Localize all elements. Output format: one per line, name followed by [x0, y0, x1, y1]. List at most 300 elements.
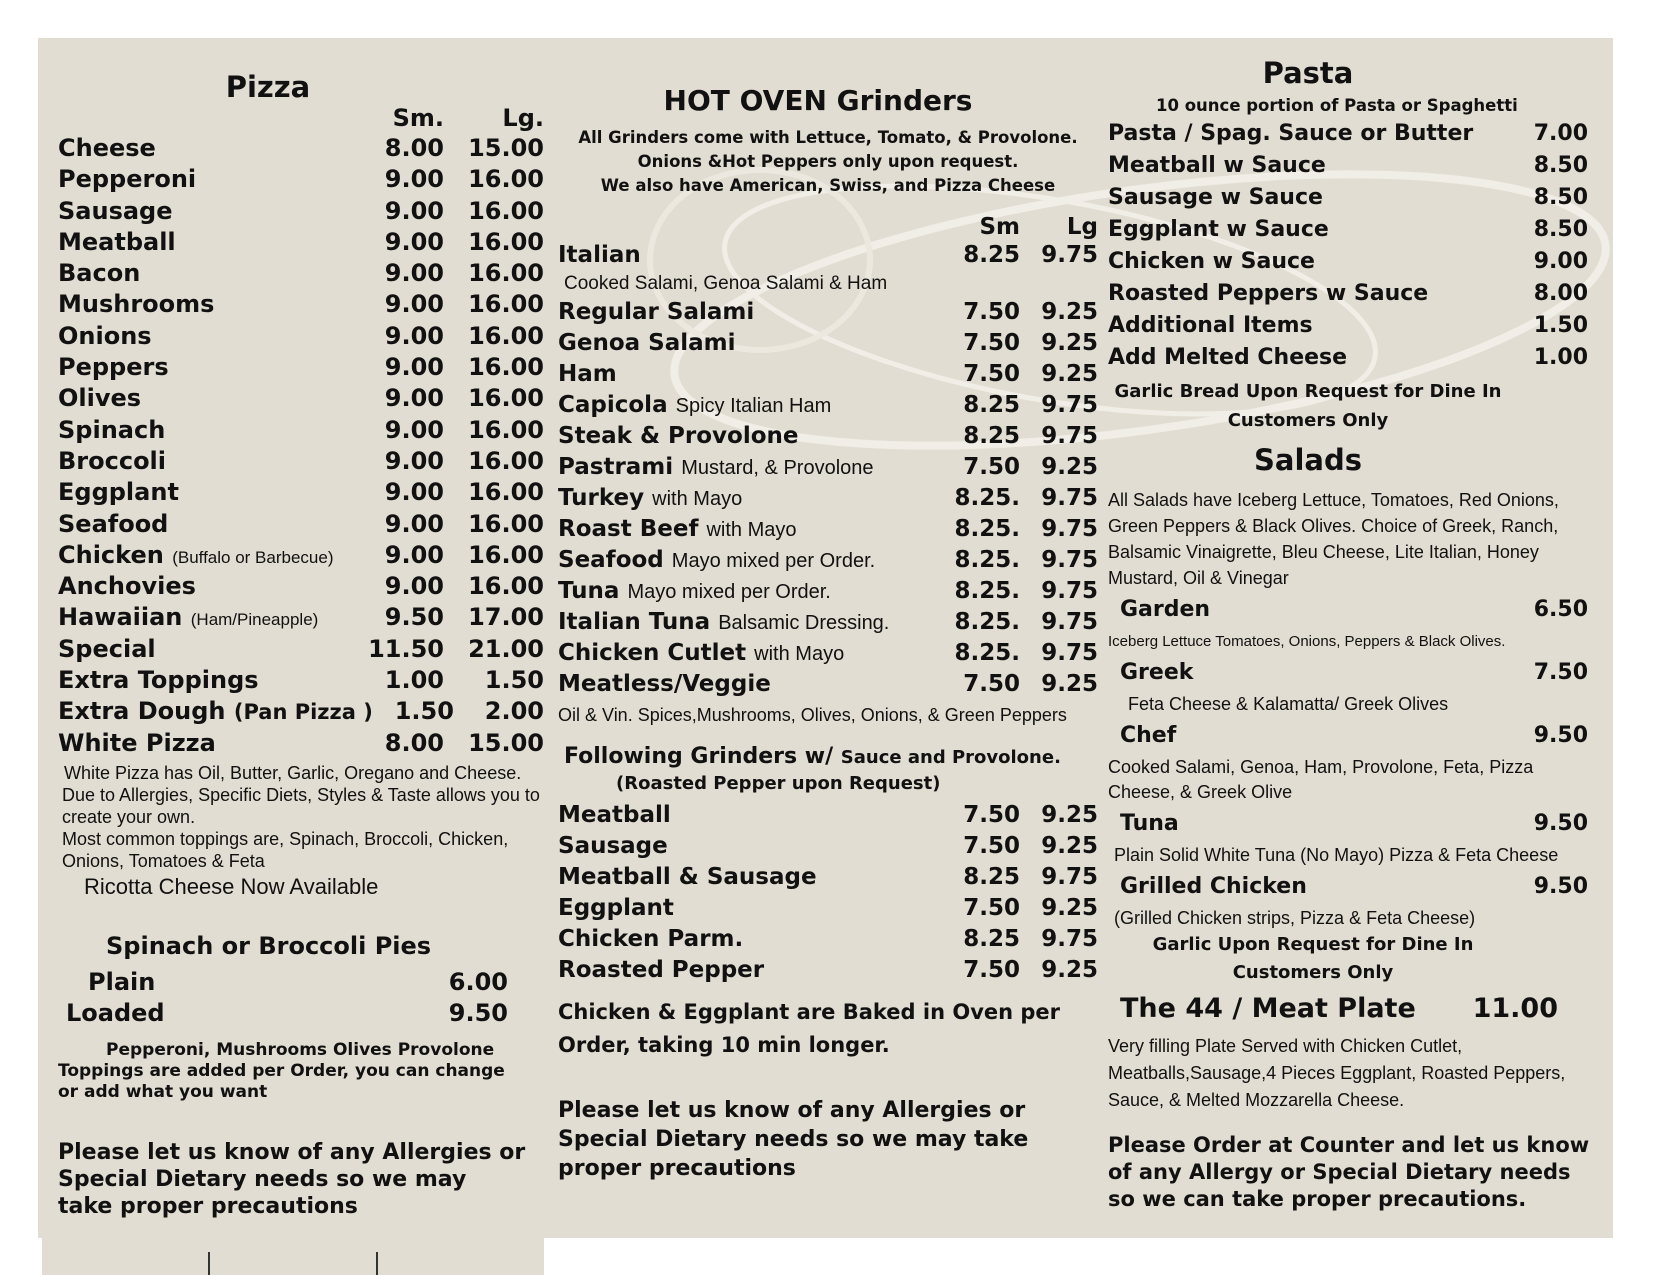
large-price: 16.00: [468, 415, 544, 444]
item-label: Chef: [1120, 723, 1177, 748]
small-price: 9.00: [384, 165, 444, 194]
large-header: Lg: [1066, 214, 1098, 240]
item-name: [58, 541, 354, 569]
item-label: Meatball: [558, 802, 671, 828]
item-label: Chicken w Sauce: [1108, 249, 1315, 274]
item-label: Chicken Parm.: [558, 926, 744, 952]
pasta-salads-column: [1108, 56, 1598, 1213]
small-price: 7.50: [963, 330, 1020, 356]
grinder-row: [558, 454, 1098, 485]
pasta-list: [1108, 121, 1588, 377]
item-desc: Spicy Italian Ham: [675, 395, 832, 417]
item-desc: (Pan Pizza ): [233, 700, 373, 725]
item-label: Meatless/Veggie: [558, 671, 771, 697]
item-name: [558, 330, 945, 356]
large-price: 9.75: [1041, 640, 1098, 666]
small-price: 9.00: [384, 572, 444, 601]
large-price: 9.75: [1041, 485, 1098, 511]
large-price: 9.25: [1041, 330, 1098, 356]
pizza-note: White Pizza has Oil, Butter, Garlic, Oregano and Cheese.: [64, 762, 522, 783]
allergy-note: Please let us know of any Allergies or Special Dietary needs so we may take proper precautions: [58, 1139, 526, 1219]
pizza-note: Most common toppings are, Spinach, Broccoli, Chicken, Onions, Tomatoes & Feta: [62, 828, 509, 871]
grinder-row: [558, 330, 1098, 361]
item-label: Bacon: [58, 259, 141, 288]
item-name: [558, 299, 945, 325]
small-price: 9.00: [384, 509, 444, 538]
sauce-grinder-row: [558, 802, 1098, 833]
small-price: 7.50: [963, 671, 1020, 697]
grinder-row: [558, 516, 1098, 547]
large-price: 16.00: [468, 259, 544, 288]
grinders-title: HOT OVEN Grinders: [663, 84, 973, 117]
sauce-grinders-title: Following Grinders w/ Sauce and Provolone.: [564, 744, 1061, 769]
item-label: Special: [58, 634, 156, 663]
large-price: 9.25: [1041, 299, 1098, 325]
large-price: 16.00: [468, 196, 544, 225]
salad-row: [1108, 597, 1588, 629]
large-price: 15.00: [468, 134, 544, 162]
pasta-row: [1108, 153, 1588, 185]
salad-desc: Plain Solid White Tuna (No Mayo) Pizza & Feta Cheese: [1114, 845, 1559, 865]
salad-row: [1108, 723, 1588, 755]
item-name: [58, 510, 354, 538]
item-label: Capicola: [558, 392, 668, 418]
item-label: Meatball: [58, 227, 176, 256]
small-price: 8.25.: [954, 485, 1020, 511]
item-name: [558, 423, 945, 449]
price: 8.00: [1533, 281, 1588, 306]
pizza-row: [58, 603, 544, 634]
item-desc: with Mayo: [706, 519, 797, 541]
small-price: 7.50: [963, 802, 1020, 828]
item-label: Greek: [1120, 660, 1194, 685]
large-price: 16.00: [468, 227, 544, 256]
large-price: 9.75: [1041, 609, 1098, 635]
pizza-note: Due to Allergies, Specific Diets, Styles & Taste allows you to create your own.: [62, 784, 540, 827]
item-label: Sausage: [558, 833, 668, 859]
salad-desc: (Grilled Chicken strips, Pizza & Feta Cheese): [1114, 908, 1476, 928]
price: 6.50: [1533, 597, 1588, 622]
item-label: Anchovies: [58, 572, 196, 601]
italian-desc: Cooked Salami, Genoa Salami & Ham: [564, 273, 888, 294]
grinders-intro: [558, 126, 1098, 198]
tab-divider: [376, 1252, 378, 1275]
item-label: Olives: [58, 384, 142, 413]
pizza-row: [58, 697, 544, 728]
tab-divider: [208, 1252, 210, 1275]
pizza-row: [58, 197, 544, 228]
pizza-size-header: [58, 104, 544, 134]
pizza-row: [58, 384, 544, 415]
pies-note: Toppings are added per Order, you can change or add what you want: [58, 1060, 505, 1102]
large-price: 9.75: [1041, 516, 1098, 542]
pizza-row: [58, 666, 544, 697]
large-price: 16.00: [468, 165, 544, 194]
item-name: [58, 134, 354, 162]
large-price: 16.00: [468, 478, 544, 507]
small-price: 8.25.: [954, 516, 1020, 542]
grinder-row: [558, 578, 1098, 609]
small-price: 9.00: [384, 446, 444, 475]
large-price: 9.25: [1041, 361, 1098, 387]
large-price: 9.75: [1041, 392, 1098, 418]
large-price: 16.00: [468, 321, 544, 350]
small-price: 9.00: [384, 290, 444, 319]
price: 8.50: [1533, 185, 1588, 210]
baked-note: Chicken & Eggplant are Baked in Oven per Order, taking 10 min longer.: [558, 1000, 1061, 1057]
small-price: 9.00: [384, 259, 444, 288]
pizza-title: Pizza: [225, 70, 311, 104]
pasta-row: [1108, 185, 1588, 217]
item-name: [58, 447, 354, 475]
large-price: 16.00: [468, 509, 544, 538]
item-desc: (Buffalo or Barbecue): [172, 547, 334, 567]
pasta-subtitle: 10 ounce portion of Pasta or Spaghetti: [1156, 96, 1518, 115]
item-name: [58, 228, 354, 256]
large-price: 16.00: [468, 290, 544, 319]
item-label: Sausage: [58, 196, 173, 225]
item-label: Sausage w Sauce: [1108, 185, 1323, 210]
large-price: 9.75: [1041, 423, 1098, 449]
sauce-grinder-row: [558, 957, 1098, 988]
small-price: 8.25.: [954, 547, 1020, 573]
small-price: 7.50: [963, 299, 1020, 325]
item-label: Grilled Chicken: [1120, 874, 1307, 899]
item-label: Extra Toppings: [58, 666, 259, 695]
grinder-list: [558, 242, 1098, 702]
item-label: Chicken Cutlet: [558, 640, 747, 666]
small-price: 9.00: [384, 196, 444, 225]
item-name: [58, 635, 354, 663]
item-label: Meatball & Sausage: [558, 864, 817, 890]
pizza-column: [58, 70, 544, 1220]
order-note: Please Order at Counter and let us know of any Allergy or Special Dietary needs so we can take proper precautions.: [1108, 1133, 1590, 1211]
item-desc: Mayo mixed per Order.: [671, 550, 876, 572]
pizza-row: [58, 322, 544, 353]
pizza-row: [58, 290, 544, 321]
small-price: 9.00: [384, 353, 444, 382]
item-label: Add Melted Cheese: [1108, 345, 1348, 370]
large-price: 15.00: [468, 728, 544, 757]
small-price: 7.50: [963, 454, 1020, 480]
sauce-grinder-row: [558, 926, 1098, 957]
sauce-grinders-subtitle: (Roasted Pepper upon Request): [616, 773, 941, 794]
item-desc: with Mayo: [652, 488, 743, 510]
meat-plate-row: [1108, 993, 1558, 1033]
item-label: Regular Salami: [558, 299, 755, 325]
small-price: 8.25.: [954, 640, 1020, 666]
small-price: 8.25: [963, 423, 1020, 449]
item-label: Broccoli: [58, 446, 167, 475]
pizza-list: [58, 134, 544, 760]
small-price: 8.25: [963, 242, 1020, 268]
item-name: [58, 353, 354, 381]
large-price: 9.25: [1041, 671, 1098, 697]
large-price: 2.00: [484, 697, 544, 726]
item-label: Roasted Peppers w Sauce: [1108, 281, 1429, 306]
item-name: [558, 361, 945, 387]
item-name: [558, 547, 945, 573]
large-price: 9.75: [1041, 578, 1098, 604]
price: 9.50: [1533, 723, 1588, 748]
pizza-row: [58, 134, 544, 165]
price: 8.50: [1533, 217, 1588, 242]
grinder-row: [558, 609, 1098, 640]
small-header: Sm.: [392, 104, 444, 132]
meat-plate-desc: Very filling Plate Served with Chicken Cutlet, Meatballs,Sausage,4 Pieces Eggplant, Roasted Peppers, Sauce, & Melted Mozzarella Cheese.: [1108, 1036, 1566, 1110]
price: 1.00: [1533, 345, 1588, 370]
item-label: Tuna: [1120, 811, 1179, 836]
pasta-row: [1108, 249, 1588, 281]
price: 7.50: [1533, 660, 1588, 685]
large-price: 16.00: [468, 446, 544, 475]
ricotta-note: Ricotta Cheese Now Available: [84, 873, 379, 899]
item-name: [58, 478, 354, 506]
large-price: 16.00: [468, 540, 544, 569]
item-label: Eggplant w Sauce: [1108, 217, 1329, 242]
pizza-row: [58, 165, 544, 196]
item-label: Pepperoni: [58, 165, 197, 194]
item-desc: with Mayo: [754, 643, 845, 665]
item-desc: Mustard, & Provolone: [681, 457, 874, 479]
item-label: Pastrami: [558, 454, 674, 480]
salad-desc: Cooked Salami, Genoa, Ham, Provolone, Feta, Pizza Cheese, & Greek Olive: [1108, 757, 1534, 802]
item-label: Mushrooms: [58, 290, 215, 319]
item-label: Cheese: [58, 134, 156, 162]
small-price: 1.50: [394, 697, 454, 726]
grinders-column: [558, 84, 1098, 1183]
small-price: 9.00: [384, 415, 444, 444]
small-price: 9.50: [384, 603, 444, 632]
menu-tab-strip: [42, 1238, 544, 1275]
item-label: Italian Tuna: [558, 609, 711, 635]
small-price: 11.50: [368, 634, 444, 663]
meat-plate-name: The 44 / Meat Plate: [1120, 993, 1416, 1024]
small-price: 7.50: [963, 833, 1020, 859]
small-price: 9.00: [384, 227, 444, 256]
grinder-row: [558, 640, 1098, 671]
veggie-desc: Oil & Vin. Spices,Mushrooms, Olives, Onions, & Green Peppers: [558, 705, 1067, 725]
grinders-size-header: [558, 214, 1098, 242]
grinder-row: [558, 485, 1098, 516]
grinder-row: [558, 299, 1098, 330]
item-name: [558, 671, 945, 697]
small-price: 8.00: [384, 134, 444, 162]
salad-desc: Feta Cheese & Kalamatta/ Greek Olives: [1128, 694, 1449, 714]
large-price: 9.75: [1041, 547, 1098, 573]
item-name: [558, 392, 945, 418]
item-label: Additional Items: [1108, 313, 1313, 338]
item-desc: Balsamic Dressing.: [718, 612, 890, 634]
large-price: 9.25: [1041, 895, 1098, 921]
small-header: Sm: [979, 214, 1020, 240]
item-name: [58, 666, 354, 694]
item-label: Roasted Pepper: [558, 957, 765, 983]
pizza-row: [58, 353, 544, 384]
large-header: Lg.: [502, 104, 544, 132]
pasta-garlic-note: Garlic Bread Upon Request for Dine In Customers Only: [1114, 381, 1502, 431]
sauce-grinder-row: [558, 864, 1098, 895]
item-label: Roast Beef: [558, 516, 699, 542]
small-price: 9.00: [384, 540, 444, 569]
pizza-row: [58, 510, 544, 541]
pie-row: Loaded 9.50: [66, 998, 508, 1027]
large-price: 1.50: [484, 666, 544, 695]
item-label: Seafood: [58, 509, 169, 538]
salad-desc: Iceberg Lettuce Tomatoes, Onions, Peppers & Black Olives.: [1108, 633, 1506, 650]
sauce-grinder-row: [558, 833, 1098, 864]
pasta-title: Pasta: [1262, 56, 1354, 90]
allergy-note: Please let us know of any Allergies or Special Dietary needs so we may take proper precautions: [558, 1098, 1029, 1181]
item-name: [58, 165, 354, 193]
item-label: Eggplant: [58, 478, 179, 507]
small-price: 1.00: [384, 666, 444, 695]
small-price: 8.25: [963, 392, 1020, 418]
pasta-row: [1108, 345, 1588, 377]
pizza-row: [58, 478, 544, 509]
pasta-row: [1108, 313, 1588, 345]
intro-line: Onions &Hot Peppers only upon request.: [637, 152, 1019, 171]
small-price: 7.50: [963, 361, 1020, 387]
small-price: 7.50: [963, 957, 1020, 983]
item-label: Pasta / Spag. Sauce or Butter: [1108, 121, 1474, 146]
pasta-row: [1108, 281, 1588, 313]
small-price: 8.25.: [954, 609, 1020, 635]
item-name: [58, 290, 354, 318]
salads-intro: All Salads have Iceberg Lettuce, Tomatoes, Red Onions, Green Peppers & Black Olives. Choice of Greek, Ranch, Balsamic Vinaigrette, Bleu Cheese, Lite Italian, Honey Mustard, Oil & Vinegar: [1108, 490, 1559, 588]
large-price: 9.25: [1041, 833, 1098, 859]
price: 9.00: [1533, 249, 1588, 274]
pizza-row: [58, 541, 544, 572]
large-price: 21.00: [468, 634, 544, 663]
item-label: Chicken: [58, 540, 164, 569]
item-label: Onions: [58, 321, 152, 350]
salad-row: [1108, 811, 1588, 843]
item-name: [58, 572, 354, 600]
item-label: Spinach: [58, 415, 166, 444]
item-label: Italian: [558, 242, 641, 268]
item-name: [58, 322, 354, 350]
large-price: 9.25: [1041, 802, 1098, 828]
salads-garlic-note: Garlic Upon Request for Dine In Customers Only: [1152, 934, 1474, 983]
item-label: Extra Dough: [58, 697, 226, 726]
pizza-row: [58, 635, 544, 666]
item-label: Genoa Salami: [558, 330, 736, 356]
small-price: 8.00: [384, 728, 444, 757]
sauce-grinder-row: [558, 895, 1098, 926]
large-price: 9.75: [1041, 926, 1098, 952]
pizza-row: [58, 228, 544, 259]
pasta-row: [1108, 121, 1588, 153]
intro-line: We also have American, Swiss, and Pizza Cheese: [600, 176, 1056, 195]
item-label: Steak & Provolone: [558, 423, 799, 449]
pies-note: Pepperoni, Mushrooms Olives Provolone: [106, 1039, 495, 1060]
item-name: [58, 384, 354, 412]
grinder-row: [558, 423, 1098, 454]
item-name: [558, 242, 945, 268]
item-name: [58, 697, 373, 725]
item-label: Meatball w Sauce: [1108, 153, 1326, 178]
meat-plate-price: 11.00: [1472, 993, 1558, 1024]
price: 1.50: [1533, 313, 1588, 338]
pies-list: [58, 968, 508, 1030]
pizza-row: [58, 729, 544, 760]
grinder-row: [558, 671, 1098, 702]
item-name: [58, 416, 354, 444]
salad-list: [1108, 597, 1588, 931]
price: 9.50: [1533, 874, 1588, 899]
item-desc: Mayo mixed per Order.: [627, 581, 831, 603]
small-price: 8.25: [963, 864, 1020, 890]
grinder-row: [558, 547, 1098, 578]
pasta-row: [1108, 217, 1588, 249]
pies-title: Spinach or Broccoli Pies: [106, 931, 432, 960]
small-price: 9.00: [384, 321, 444, 350]
item-name: [558, 454, 945, 480]
large-price: 16.00: [468, 353, 544, 382]
large-price: 9.25: [1041, 957, 1098, 983]
pie-row: Plain 6.00: [88, 967, 508, 996]
large-price: 9.75: [1041, 864, 1098, 890]
item-label: Ham: [558, 361, 617, 387]
small-price: 9.00: [384, 384, 444, 413]
item-name: [558, 609, 945, 635]
salads-title: Salads: [1254, 443, 1362, 477]
grinder-row: [558, 392, 1098, 423]
item-label: Hawaiian: [58, 603, 183, 632]
pizza-row: [58, 416, 544, 447]
large-price: 17.00: [468, 603, 544, 632]
item-label: Seafood: [558, 547, 664, 573]
price: 9.50: [1533, 811, 1588, 836]
item-name: [58, 729, 354, 757]
sauce-grinder-list: [558, 802, 1098, 988]
item-name: [558, 640, 945, 666]
salad-row: [1108, 660, 1588, 692]
item-label: Turkey: [558, 485, 645, 511]
item-name: [58, 197, 354, 225]
large-price: 16.00: [468, 384, 544, 413]
item-label: Garden: [1120, 597, 1211, 622]
grinder-row: [558, 361, 1098, 392]
small-price: 8.25: [963, 926, 1020, 952]
pizza-row: [58, 447, 544, 478]
small-price: 8.25.: [954, 578, 1020, 604]
price: 8.50: [1533, 153, 1588, 178]
item-label: Peppers: [58, 353, 169, 382]
large-price: 9.25: [1041, 454, 1098, 480]
large-price: 9.75: [1041, 242, 1098, 268]
item-label: Tuna: [558, 578, 620, 604]
small-price: 7.50: [963, 895, 1020, 921]
price: 7.00: [1533, 121, 1588, 146]
small-price: 9.00: [384, 478, 444, 507]
item-label: White Pizza: [58, 728, 216, 757]
pizza-row: [58, 572, 544, 603]
large-price: 16.00: [468, 572, 544, 601]
salad-row: [1108, 874, 1588, 906]
item-name: [558, 516, 945, 542]
intro-line: All Grinders come with Lettuce, Tomato, & Provolone.: [578, 128, 1078, 147]
item-name: [58, 259, 354, 287]
item-label: Eggplant: [558, 895, 674, 921]
item-name: [58, 603, 354, 631]
item-name: [558, 578, 945, 604]
grinder-row: [558, 242, 1098, 273]
item-name: [558, 485, 945, 511]
pizza-row: [58, 259, 544, 290]
item-desc: (Ham/Pineapple): [190, 610, 319, 630]
